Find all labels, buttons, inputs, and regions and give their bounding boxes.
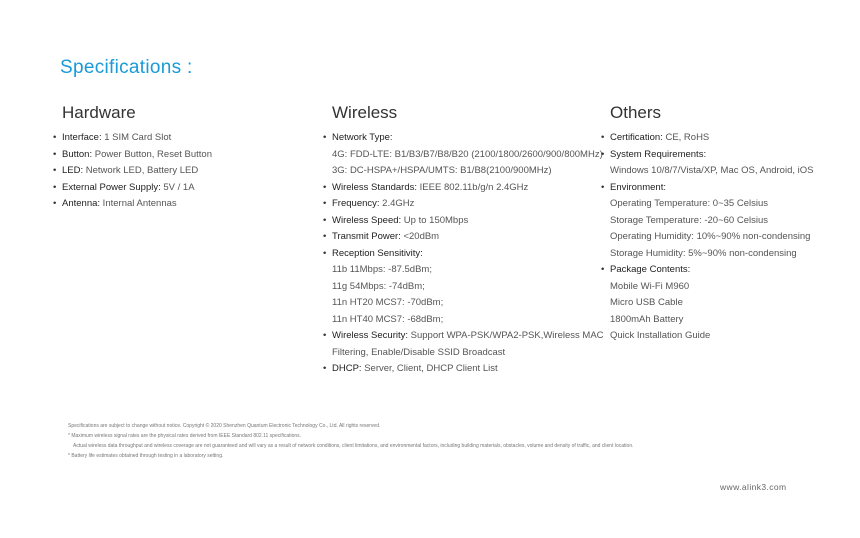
- spec-key: Network Type:: [332, 132, 393, 143]
- spec-value: IEEE 802.11b/g/n 2.4GHz: [417, 181, 529, 193]
- spec-key: DHCP:: [332, 363, 362, 374]
- hardware-list: [62, 130, 312, 213]
- spec-item: [62, 163, 312, 180]
- spec-item: [332, 246, 602, 263]
- spec-subline: Filtering, Enable/Disable SSID Broadcast: [332, 346, 506, 358]
- spec-key: System Requirements:: [610, 148, 707, 160]
- footnote-line: * Maximum wireless signal rates are the physical rates derived from IEEE Standard 802.11 specifications.: [68, 433, 302, 439]
- spec-subline: Mobile Wi-Fi M960: [610, 280, 690, 292]
- spec-item: [610, 180, 850, 197]
- spec-item: [610, 147, 850, 164]
- spec-key: Interface:: [62, 132, 102, 143]
- spec-subline: 11g 54Mbps: -74dBm;: [332, 280, 425, 292]
- footnotes: [68, 421, 634, 461]
- spec-item: [332, 229, 602, 246]
- spec-subline: 3G: DC-HSPA+/HSPA/UMTS: B1/B8(2100/900MHz): [332, 165, 552, 176]
- wireless-section: [332, 103, 602, 378]
- spec-key: Transmit Power:: [332, 231, 401, 242]
- wireless-heading: Wireless: [332, 103, 398, 122]
- hardware-section: [62, 103, 312, 213]
- others-heading: Others: [610, 103, 662, 122]
- page-title: Specifications :: [60, 57, 193, 78]
- spec-item: [62, 180, 312, 197]
- spec-value: Power Button, Reset Button: [92, 148, 212, 160]
- spec-item: [610, 262, 850, 279]
- spec-value: Up to 150Mbps: [401, 214, 469, 226]
- wireless-list: [332, 130, 602, 378]
- spec-item: [62, 147, 312, 164]
- spec-item: [332, 180, 602, 197]
- spec-subline: 1800mAh Battery: [610, 313, 684, 325]
- spec-item: [62, 196, 312, 213]
- footnote-line: * Battery life estimates obtained through testing in a laboratory setting.: [68, 453, 224, 459]
- spec-value: Network LED, Battery LED: [83, 165, 199, 176]
- spec-key: Button:: [62, 148, 93, 160]
- spec-key: Frequency:: [332, 198, 380, 209]
- spec-value: CE, RoHS: [662, 132, 710, 143]
- website-url: www.alink3.com: [720, 482, 787, 492]
- spec-item: [332, 213, 602, 230]
- spec-item: [332, 361, 602, 378]
- spec-item: [610, 130, 850, 147]
- spec-value: Server, Client, DHCP Client List: [361, 363, 498, 374]
- spec-key: Wireless Security:: [332, 330, 409, 341]
- spec-subline: Windows 10/8/7/Vista/XP, Mac OS, Android, iOS: [610, 165, 814, 176]
- spec-item: [332, 328, 602, 345]
- hardware-heading: Hardware: [62, 103, 136, 122]
- spec-value: Internal Antennas: [100, 198, 177, 209]
- spec-subline: 11n HT20 MCS7: -70dBm;: [332, 297, 444, 308]
- spec-value: 2.4GHz: [379, 198, 415, 209]
- spec-subline: Operating Temperature: 0~35 Celsius: [610, 198, 768, 209]
- spec-subline: Quick Installation Guide: [610, 330, 711, 341]
- footnote-line: Actual wireless data throughput and wireless coverage are not guaranteed and will vary as a result of network conditions, client limitations, and environmental factors, including building materials, obstacles, volume and density of traffic, and client location.: [73, 443, 634, 449]
- spec-subline: 4G: FDD-LTE: B1/B3/B7/B8/B20 (2100/1800/2600/900/800MHz): [332, 148, 603, 160]
- spec-key: Antenna:: [62, 198, 101, 209]
- spec-subline: Operating Humidity: 10%~90% non-condensing: [610, 231, 811, 242]
- spec-value: <20dBm: [400, 231, 440, 242]
- spec-subline: 11n HT40 MCS7: -68dBm;: [332, 313, 444, 325]
- spec-subline: Storage Humidity: 5%~90% non-condensing: [610, 247, 797, 259]
- spec-key: External Power Supply:: [62, 181, 161, 193]
- footnote-line: Specifications are subject to change without notice. Copyright © 2020 Shenzhen Quantum Electronic Technology Co., Ltd. All rights reserved.: [68, 423, 381, 429]
- spec-value: 1 SIM Card Slot: [101, 132, 172, 143]
- others-list: [610, 130, 850, 345]
- spec-subline: Storage Temperature: -20~60 Celsius: [610, 214, 768, 226]
- spec-subline: 11b 11Mbps: -87.5dBm;: [332, 264, 432, 275]
- spec-subline: Micro USB Cable: [610, 297, 683, 308]
- spec-item: [332, 130, 602, 147]
- spec-key: Wireless Speed:: [332, 214, 402, 226]
- spec-key: LED:: [62, 165, 84, 176]
- spec-key: Wireless Standards:: [332, 181, 418, 193]
- others-section: [610, 103, 850, 345]
- spec-key: Package Contents:: [610, 264, 691, 275]
- spec-item: [62, 130, 312, 147]
- spec-value: 5V / 1A: [160, 181, 195, 193]
- spec-key: Reception Sensitivity:: [332, 247, 423, 259]
- spec-value: Support WPA-PSK/WPA2-PSK,Wireless MAC: [408, 330, 604, 341]
- spec-item: [332, 196, 602, 213]
- spec-key: Environment:: [610, 181, 666, 193]
- spec-key: Certification:: [610, 132, 663, 143]
